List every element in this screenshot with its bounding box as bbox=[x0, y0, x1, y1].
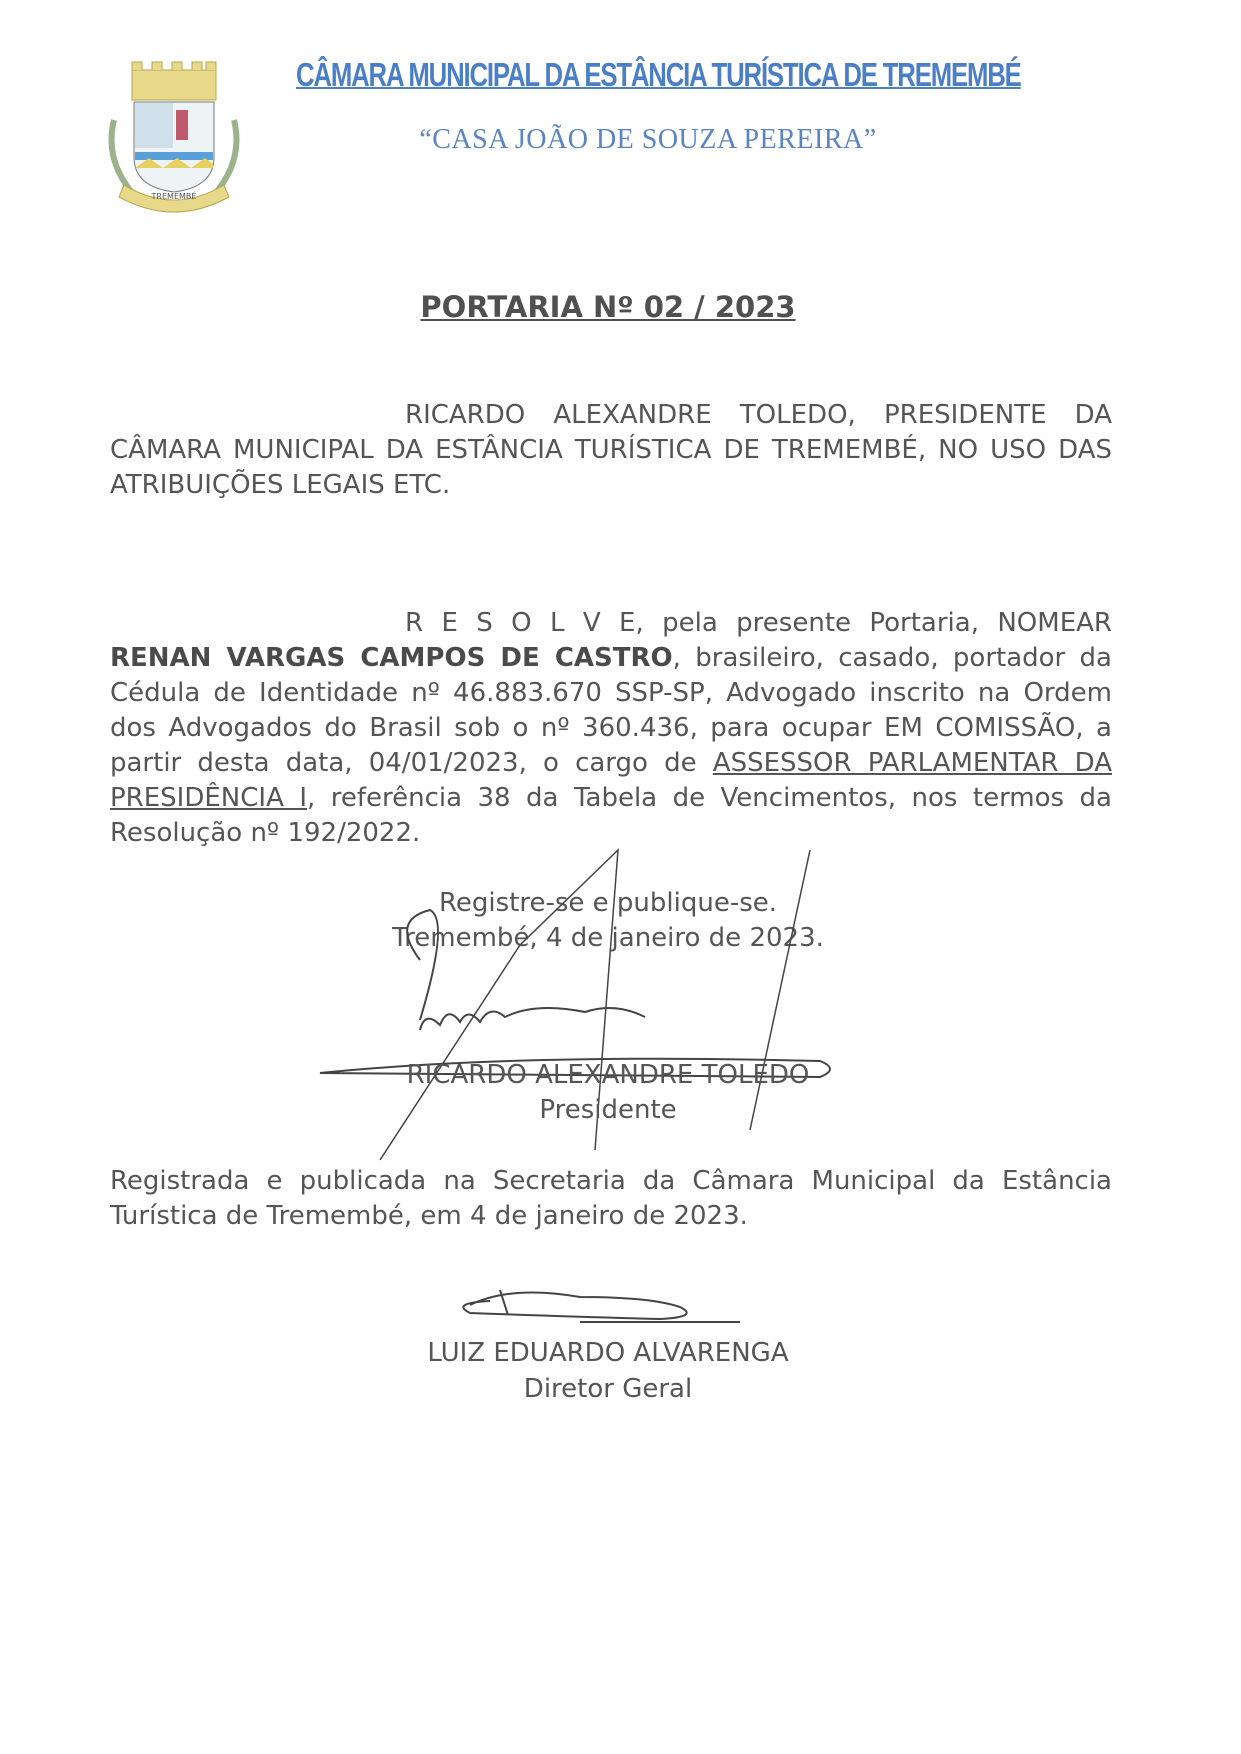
president-name: RICARDO ALEXANDRE TOLEDO bbox=[406, 1060, 810, 1090]
institution-name: CÂMARA MUNICIPAL DA ESTÂNCIA TURÍSTICA DE TREMEMBÉ bbox=[296, 56, 1021, 93]
appointment-details: , brasileiro, casado, portador da Cédula de Identidade nº 46.883.670 SSP-SP, Advogado inscrito na Ordem dos Advogados do Brasil sob o nº 360.436, para ocupar EM COMISSÃO, a partir desta data, 04/01/2023, o cargo de bbox=[110, 643, 1112, 778]
director-name: LUIZ EDUARDO ALVARENGA bbox=[427, 1338, 789, 1368]
institution-subtitle: “CASA JOÃO DE SOUZA PEREIRA” bbox=[419, 124, 877, 155]
seal-text: TREMEMBÉ bbox=[151, 192, 197, 201]
director-role: Diretor Geral bbox=[523, 1374, 693, 1404]
register-publish-line: Registre-se e publique-se. bbox=[438, 888, 778, 918]
resolve-text: R E S O L V E, pela presente Portaria, NOMEAR bbox=[405, 608, 1112, 638]
preamble-paragraph: RICARDO ALEXANDRE TOLEDO, PRESIDENTE DA CÂMARA MUNICIPAL DA ESTÂNCIA TURÍSTICA DE TREMEMBÉ, NO USO DAS ATRIBUIÇÕES LEGAIS ETC. bbox=[110, 400, 1112, 500]
president-role: Presidente bbox=[539, 1095, 677, 1125]
appointment-terms: , referência 38 da Tabela de Vencimentos, nos termos da Resolução nº 192/2022. bbox=[110, 783, 1112, 848]
document-title: PORTARIA Nº 02 / 2023 bbox=[420, 290, 796, 324]
place-date-line: Tremembé, 4 de janeiro de 2023. bbox=[392, 923, 824, 953]
registration-paragraph: Registrada e publicada na Secretaria da Câmara Municipal da Estância Turística de Tremembé, em 4 de janeiro de 2023. bbox=[110, 1166, 1112, 1231]
position-title: ASSESSOR PARLAMENTAR DA PRESIDÊNCIA I bbox=[110, 748, 1112, 813]
appointee-name: RENAN VARGAS CAMPOS DE CASTRO bbox=[110, 643, 673, 673]
